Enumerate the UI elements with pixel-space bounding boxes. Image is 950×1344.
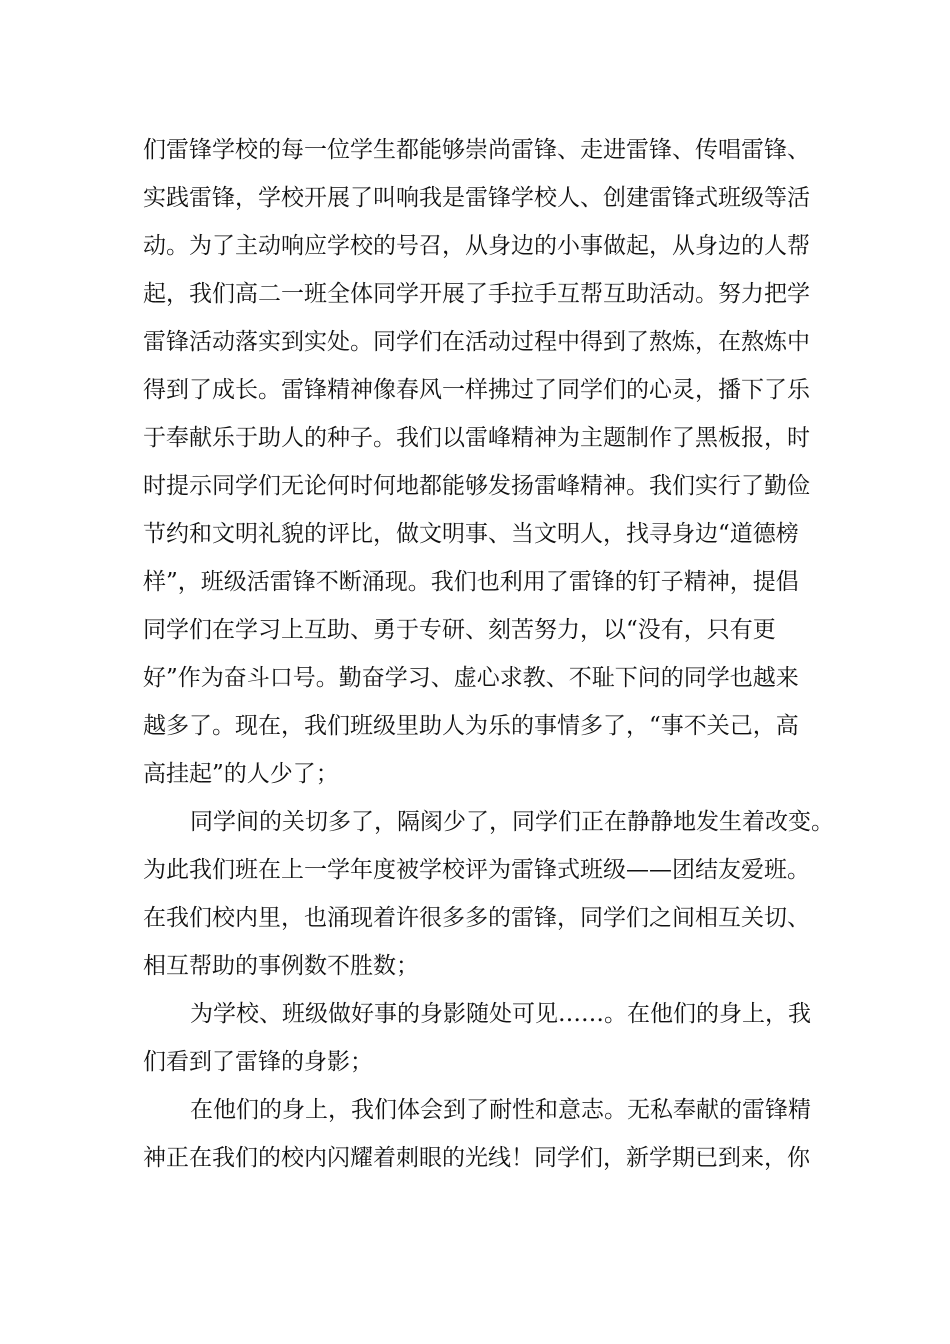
text-line: 雷锋活动落实到实处。同学们在活动过程中得到了熬炼，在熬炼中 <box>143 329 810 355</box>
text-line: 为学校、班级做好事的身影随处可见……。在他们的身上，我 <box>190 1001 811 1027</box>
text-line: 于奉献乐于助人的种子。我们以雷峰精神为主题制作了黑板报，时 <box>143 425 810 451</box>
text-line: 们看到了雷锋的身影； <box>143 1049 373 1075</box>
text-line: 为此我们班在上一学年度被学校评为雷锋式班级——团结友爱班。 <box>143 857 810 883</box>
text-line: 在我们校内里，也涌现着许很多多的雷锋，同学们之间相互关切、 <box>143 905 810 931</box>
text-line: 得到了成长。雷锋精神像春风一样拂过了同学们的心灵，播下了乐 <box>143 377 810 403</box>
text-line: 实践雷锋，学校开展了叫响我是雷锋学校人、创建雷锋式班级等活 <box>143 185 810 211</box>
text-line: 样”，班级活雷锋不断涌现。我们也利用了雷锋的钉子精神，提倡 <box>143 569 799 595</box>
text-line: 同学们在学习上互助、勇于专研、刻苦努力，以“没有，只有更 <box>143 617 776 643</box>
text-line: 节约和文明礼貌的评比，做文明事、当文明人，找寻身边“道德榜 <box>143 521 799 547</box>
text-line: 时提示同学们无论何时何地都能够发扬雷峰精神。我们实行了勤俭 <box>143 473 810 499</box>
text-line: 越多了。现在，我们班级里助人为乐的事情多了，“事不关己，高 <box>143 713 799 739</box>
text-line: 相互帮助的事例数不胜数； <box>143 953 419 979</box>
text-line: 起，我们高二一班全体同学开展了手拉手互帮互助活动。努力把学 <box>143 281 810 307</box>
document-body <box>143 126 843 1182</box>
text-line: 高挂起”的人少了； <box>143 761 339 787</box>
text-line: 在他们的身上，我们体会到了耐性和意志。无私奉献的雷锋精 <box>190 1097 811 1123</box>
text-line: 动。为了主动响应学校的号召，从身边的小事做起，从身边的人帮 <box>143 233 810 259</box>
text-line: 同学间的关切多了，隔阂少了，同学们正在静静地发生着改变。 <box>190 809 834 835</box>
text-line: 好”作为奋斗口号。勤奋学习、虚心求教、不耻下问的同学也越来 <box>143 665 799 691</box>
text-line: 们雷锋学校的每一位学生都能够崇尚雷锋、走进雷锋、传唱雷锋、 <box>143 137 810 163</box>
text-line: 神正在我们的校内闪耀着刺眼的光线！同学们，新学期已到来，你 <box>143 1145 810 1171</box>
